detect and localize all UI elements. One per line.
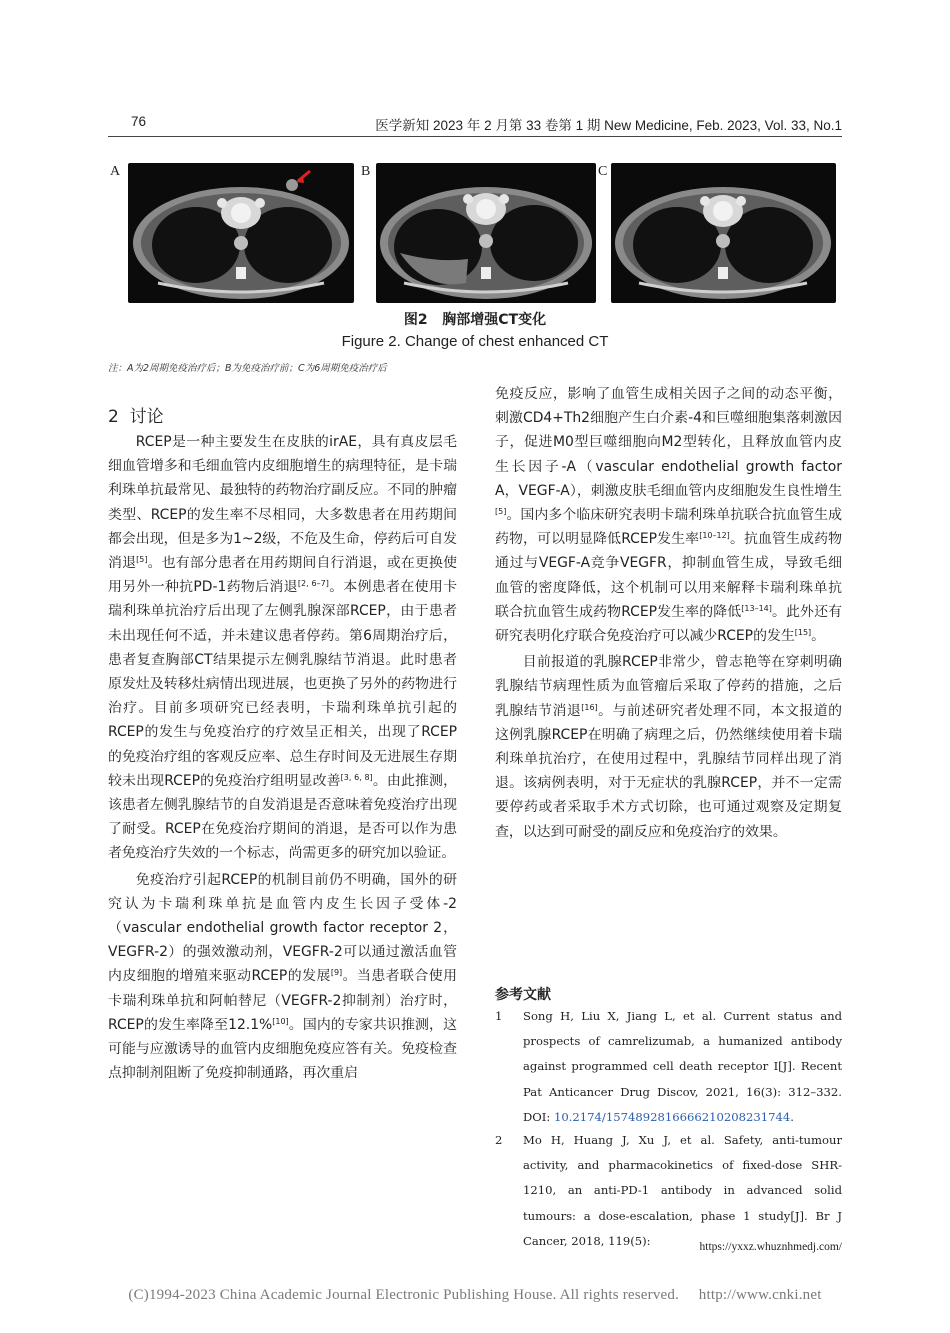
body-paragraph: 免疫反应，影响了血管生成相关因子之间的动态平衡，刺激CD4+Th2细胞产生白介素-4和巨噬细胞集落刺激因子，促进M0型巨噬细胞向M2型转化，且释放血管内皮生长因子-A（vascular endothelial growth factor A，VEGF-A），刺激皮肤毛细血管内皮细胞发生良性增生[5]。国内多个临床研究表明卡瑞利珠单抗联合抗血管生成药物，可以明显降低RCEP发生率[10–12]。抗血管生成药物通过与VEGF-A竞争VEGFR，抑制血管生成，导致毛细血管的密度降低，这个机制可以用来解释卡瑞利珠单抗联合抗血管生成药物RCEP发生率的降低[13–14]。此外还有研究表明化疗联合免疫治疗可以减少RCEP的发生[15]。	[495, 386, 842, 645]
citation[interactable]: [10]	[272, 1016, 289, 1026]
body-paragraph: RCEP是一种主要发生在皮肤的irAE，具有真皮层毛细血管增多和毛细血管内皮细胞增生的病理特征，是卡瑞利珠单抗最常见、最独特的药物治疗副反应。不同的肿瘤类型、RCEP的发生率不尽相同，大多数患者在用药期间都会出现，但是多为1~2级，不危及生命，停药后可自发消退[5]。也有部分患者在用药期间自行消退，或在更换使用另外一种抗PD-1药物后消退[2, 6–7]。本例患者在使用卡瑞利珠单抗治疗后出现了左侧乳腺深部RCEP，由于患者未出现任何不适，并未建议患者停药。第6周期治疗后，患者复查胸部CT结果提示左侧乳腺结节消退。此时患者原发灶及转移灶病情出现进展，也更换了另外的药物进行治疗。目前多项研究已经表明，卡瑞利珠单抗引起的RCEP的发生与免疫治疗的疗效呈正相关，出现了RCEP的免疫治疗组的客观反应率、总生存时间及无进展生存期较未出现RCEP的免疫治疗组明显改善[3, 6, 8]。由此推测，该患者左侧乳腺结节的自发消退是否意味着免疫治疗出现了耐受。RCEP在免疫治疗期间的消退，是否可以作为患者免疫治疗失效的一个标志，尚需更多的研究加以验证。	[108, 434, 457, 862]
copyright-footer: (C)1994-2023 China Academic Journal Electronic Publishing House. All rights reserved. http://www.cnki.net	[128, 1287, 822, 1303]
figure-note: 注：A为2周期免疫治疗后；B为免疫治疗前；C为6周期免疫治疗后	[108, 363, 387, 374]
journal-url[interactable]: https://yxxz.whuznhmedj.com/	[699, 1241, 842, 1253]
panel-label-c: C	[598, 164, 608, 179]
header-rule	[108, 136, 842, 137]
citation[interactable]: [3, 6, 8]	[340, 772, 373, 782]
citation[interactable]: [13–14]	[741, 603, 772, 613]
citation[interactable]: [10–12]	[699, 531, 730, 541]
right-column	[495, 382, 842, 844]
figure-caption-en: Figure 2. Change of chest enhanced CT	[341, 333, 609, 350]
body-paragraph: 目前报道的乳腺RCEP非常少，曾志艳等在穿刺明确乳腺结节病理性质为血管瘤后采取了停药的措施，之后乳腺结节消退[16]。与前述研究者处理不同，本文报道的这例乳腺RCEP在明确了病理之后，仍然继续使用着卡瑞利珠单抗治疗，在使用过程中，乳腺结节同样出现了消退。该病例表明，对于无症状的乳腺RCEP，并不一定需要停药或者采取手术方式切除，也可通过观察及定期复查，以达到可耐受的副反应和免疫治疗的效果。	[495, 654, 842, 840]
ct-image-c	[611, 163, 836, 303]
section-title: 2 讨论	[108, 407, 164, 427]
panel-label-b: B	[361, 164, 371, 179]
page-number: 76	[131, 114, 147, 129]
doi-link[interactable]: 10.2174/1574892816666210208231744	[553, 1109, 791, 1124]
body-paragraph: 免疫治疗引起RCEP的机制目前仍不明确，国外的研究认为卡瑞利珠单抗是血管内皮生长因子受体-2（vascular endothelial growth factor receptor 2，VEGFR-2）的强效激动剂，VEGFR-2可以通过激活血管内皮细胞的增殖来驱动RCEP的发展[9]。当患者联合使用卡瑞利珠单抗和阿帕替尼（VEGFR-2抑制剂）治疗时，RCEP的发生率降至12.1%[10]。国内的专家共识推测，这可能与应激诱导的血管内皮细胞免疫应答有关。免疫检查点抑制剂阻断了免疫抑制通路，再次重启	[108, 871, 457, 1082]
figure-caption-cn: 图2 胸部增强CT变化	[403, 312, 547, 328]
ct-image-a	[128, 163, 354, 303]
citation[interactable]: [9]	[330, 968, 343, 978]
citation[interactable]: [15]	[794, 628, 812, 638]
reference-item: 1 Song H, Liu X, Jiang L, et al. Current status and prospects of camrelizumab, a humanized antibody against programmed cell death receptor I[J]. Recent Pat Anticancer Drug Discov, 2021, 16(3): 312–332. DOI: 10.2174/1574892816666210208231744.	[495, 1004, 842, 1130]
reference-number: 2	[495, 1133, 503, 1147]
journal-header: 医学新知 2023 年 2 月第 33 卷第 1 期 New Medicine, Feb. 2023, Vol. 33, No.1	[375, 118, 842, 133]
citation[interactable]: [2, 6–7]	[297, 579, 329, 589]
citation[interactable]: [5]	[495, 507, 507, 517]
citation[interactable]: [16]	[581, 702, 598, 712]
left-column	[108, 430, 457, 1085]
references-title: 参考文献	[495, 987, 551, 1003]
ct-image-b	[376, 163, 596, 303]
citation[interactable]: [5]	[136, 555, 148, 565]
reference-item: 2 Mo H, Huang J, Xu J, et al. Safety, anti-tumour activity, and pharmacokinetics of fixed-dose SHR-1210, an anti-PD-1 antibody in advanced solid tumours: a dose-escalation, phase 1 study[J]. Br J Cancer, 2018, 119(5):	[495, 1128, 842, 1254]
reference-number: 1	[495, 1009, 503, 1023]
panel-label-a: A	[110, 164, 121, 179]
